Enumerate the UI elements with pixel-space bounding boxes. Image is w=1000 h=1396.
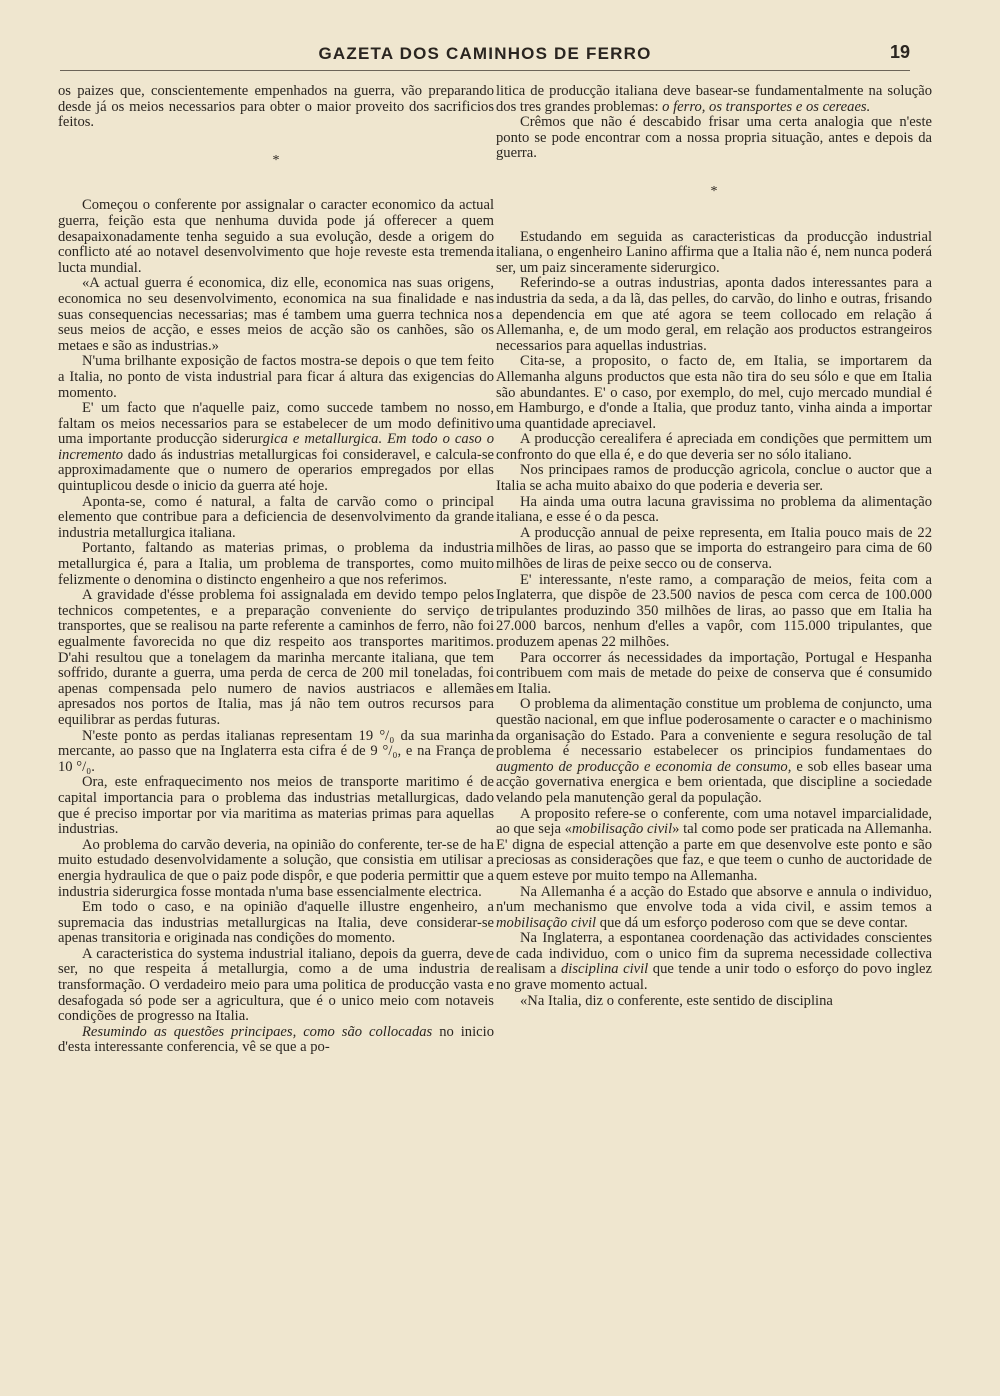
section-separator: * bbox=[272, 152, 280, 168]
text-run: » tal como pode ser praticada na Allemanha. E' digna de especial attenção a parte em que desenvolve este ponto e são preciosas as considerações que faz, e que teem o cunho de auctoridade de quem esteve por muito tempo na Allemanha. bbox=[496, 821, 932, 884]
paragraph bbox=[58, 401, 494, 495]
paragraph: N'este ponto as perdas italianas representam 19 °/₀ da sua marinha mercante, ao passo que na Inglaterra esta cifra é de 9 °/₀, e na França de 10 °/₀. bbox=[58, 727, 494, 775]
text-run: no inicio d'esta interessante conferencia, vê se que a po- bbox=[58, 1023, 494, 1056]
paragraph: A producção cerealifera é apreciada em condições que permittem um confronto do que ella é, e do que deveria ser no sólo italiano. bbox=[496, 431, 932, 463]
left-column bbox=[58, 84, 494, 1056]
text-run: que dá um esforço poderoso com que se deve contar. bbox=[596, 914, 908, 931]
text-run: e sob elles basear uma acção governativa energica e bem orientada, que discipline a sociedade velando pela manutenção geral da população. bbox=[496, 758, 932, 806]
paragraph: Ora, este enfraquecimento nos meios de transporte maritimo é de capital importancia para o problema das industrias metallurgicas, dado que é preciso importar por via maritima as materias primas para aquellas industrias. bbox=[58, 774, 494, 838]
paragraph: Nos principaes ramos de producção agricola, conclue o auctor que a Italia se acha muito abaixo do que poderia e deveria ser. bbox=[496, 462, 932, 495]
section-separator: * bbox=[710, 183, 718, 199]
page-number: 19 bbox=[889, 42, 910, 62]
paragraph: A gravidade d'ésse problema foi assignalada em devido tempo pelos technicos competentes, e a preparação conveniente do serviço de transportes, que se realisou na parte referente a caminhos de ferro, não foi egualmente favorecida no que diz respeito aos transportes maritimos. D'ahi resultou que a tonelagem da marinha mercante italiana, que tem soffrido, durante a guerra, uma perda de cerca de 200 mil toneladas, foi apenas compensada pelo numero de navios austriacos e allemães apresados nos portos de Italia, mas já não tem outros recursos para equilibrar as perdas futuras. bbox=[58, 587, 494, 728]
paragraph bbox=[496, 885, 932, 932]
paragraph: Ao problema do carvão deveria, na opinião do conferente, ter-se de ha muito estudado desenvolvidamente a solução, que consistia em utilisar a energia hydraulica de que o paiz pode dispôr, e que poderia permittir que a industria siderurgica fosse montada n'uma base essencialmente electrica. bbox=[58, 836, 494, 900]
text-run: A proposito refere-se o conferente, com uma notavel imparcialidade, ao que seja « bbox=[496, 805, 932, 838]
paragraph: Cita-se, a proposito, o facto de, em Italia, se importarem da Allemanha alguns productos que esta não tira do seu sólo e que em Italia são abundantes. E' o caso, por exemplo, do mel, cujo mercado mundial é em Hamburgo, e d'onde a Italia, que produz tanto, vinha ainda a importar uma quantidade apreciavel. bbox=[496, 353, 932, 432]
paragraph: N'uma brilhante exposição de factos mostra-se depois o que tem feito a Italia, no ponto de vista industrial para ficar á altura das exigencias do momento. bbox=[58, 353, 494, 401]
paragraph: Crêmos que não é descabido frisar uma certa analogia que n'este ponto se pode encontrar com a nossa propria situação, antes e depois da guerra. bbox=[496, 114, 932, 162]
text-run: litica de producção italiana deve basear-se fundamentalmente na solução dos tres grandes problemas: bbox=[496, 83, 932, 115]
paragraph: Em todo o caso, e na opinião d'aquelle illustre engenheiro, a supremacia das industrias metallurgicas na Italia, deve considerar-se apenas transitoria e originada nas condições do momento. bbox=[58, 899, 494, 947]
page-header bbox=[60, 44, 910, 71]
paragraph: Ha ainda uma outra lacuna gravissima no problema da alimentação italiana, e esse é o da pesca. bbox=[496, 493, 932, 526]
text-run-italic: gica e metallurgica. Em todo o caso o incremento bbox=[58, 431, 495, 463]
paragraph: Para occorrer ás necessidades da importação, Portugal e Hespanha contribuem com mais de metade do peixe de conserva que é consumido em Italia. bbox=[496, 649, 932, 697]
text-run: que tende a unir todo o esforço do povo inglez no grave momento actual. bbox=[496, 961, 932, 994]
paragraph: A producção annual de peixe representa, em Italia pouco mais de 22 milhões de liras, ao passo que se importa do estrangeiro para cima de 60 milhões de liras de peixe secco ou de conserva. bbox=[496, 524, 932, 573]
text-run: Na Inglaterra, a espontanea coordenação das actividades conscientes de cada individuo, com o unico fim da suprema necessidade collectiva realisam a bbox=[496, 930, 932, 978]
text-run: O problema da alimentação constitue um problema de conjuncto, uma questão nacional, em que influe poderosamente o caracter e o machinismo da organisação do Estado. Para a conveniente e segura resolução de tal problema é necessario estabelecer os principios fundamentaes do bbox=[496, 696, 932, 760]
text-run-italic: disciplina civil bbox=[561, 961, 649, 978]
paragraph: A caracteristica do systema industrial italiano, depois da guerra, deve ser, no que respeita á metallurgia, como a de uma industria de transformação. O verdadeiro meio para uma politica de producção vasta e desafogada só pode ser a agricultura, que é o unico meio com notaveis condições de progresso na Italia. bbox=[58, 945, 494, 1025]
paragraph: Estudando em seguida as caracteristicas da producção industrial italiana, o engenheiro Lanino affirma que a Italia não é, nem nunca poderá ser, um paiz sinceramente siderurgico. bbox=[496, 228, 932, 276]
paragraph: Portanto, faltando as materias primas, o problema da industria metallurgica é, para a Italia, um problema de transportes, como muito felizmente o denomina o distincto engenheiro a que nos referimos. bbox=[58, 540, 494, 588]
paragraph bbox=[496, 807, 932, 885]
paragraph: E' interessante, n'este ramo, a comparação de meios, feita com a Inglaterra, que dispõe de 23.500 navios de pesca com cerca de 100.000 tripulantes produzindo 350 milhões de liras, ao passo que em Italia ha 27.000 barcos, nenhum d'elles a vapôr, com 115.000 tripulantes, que produzem apenas 22 milhões. bbox=[496, 571, 932, 650]
right-column bbox=[496, 84, 932, 1009]
text-run: dado ás industrias metallurgicas foi consideravel, e calcula-se approximadamente que o numero de operarios empregados por ellas quintuplicou desde o inicio da guerra até hoje. bbox=[58, 446, 494, 495]
paragraph: os paizes que, conscientemente empenhados na guerra, vão preparando desde já os meios necessarios para obter o maior proveito dos sacrificios feitos. bbox=[58, 83, 494, 131]
paragraph bbox=[58, 1025, 494, 1056]
text-run-italic: mobilisação civil bbox=[496, 914, 597, 931]
text-run: E' um facto que n'aquelle paiz, como succede tambem no nosso, faltam os meios necessarios para se estabelecer de um modo definitivo uma importante producção siderur bbox=[58, 400, 494, 448]
paragraph: Aponta-se, como é natural, a falta de carvão como o principal elemento que contribue para a deficiencia de desenvolvimento da grande industria metallurgica italiana. bbox=[58, 493, 494, 541]
paragraph bbox=[496, 931, 932, 993]
paragraph: Começou o conferente por assignalar o caracter economico da actual guerra, feição esta que nenhuma duvida pode já offerecer a quem desapaixonadamente tenha seguido a sua evolução, desde a origem do conflicto até ao notavel desenvolvimento que hoje reveste esta tremenda lucta mundial. bbox=[58, 197, 494, 276]
paragraph: Referindo-se a outras industrias, aponta dados interessantes para a industria da seda, a da lã, das pelles, do carvão, do linho e outras, frisando a dependencia em que até agora se teem collocado em relação á Allemanha, e, de um modo geral, em relação aos productos estrangeiros necessarios para aquellas industrias. bbox=[496, 275, 932, 354]
running-title: GAZETA DOS CAMINHOS DE FERRO bbox=[318, 44, 652, 63]
text-run-italic: augmento de producção e economia de consumo, bbox=[496, 758, 792, 775]
paragraph: «A actual guerra é economica, diz elle, economica nas suas origens, economica no seu desenvolvimento, economica na sua finalidade e nas suas consequencias necessarias; mas é tambem uma guerra technica nos seus meios de acção, e esses meios de acção são os canhões, são os metaes e são as industrias.» bbox=[58, 275, 494, 354]
paragraph bbox=[496, 84, 932, 115]
text-run-italic: Resumindo as questões principaes, como são collocadas bbox=[82, 1023, 433, 1040]
text-run-italic: mobilisação civil bbox=[571, 821, 673, 838]
text-run-italic: o ferro, os transportes e os cereaes. bbox=[662, 98, 871, 115]
paragraph bbox=[496, 697, 932, 806]
paragraph: «Na Italia, diz o conferente, este sentido de disciplina bbox=[520, 992, 833, 1009]
text-run: Na Allemanha é a acção do Estado que absorve e annula o individuo, n'um mechanismo que envolve toda a vida civil, e assim temos a bbox=[496, 883, 932, 916]
